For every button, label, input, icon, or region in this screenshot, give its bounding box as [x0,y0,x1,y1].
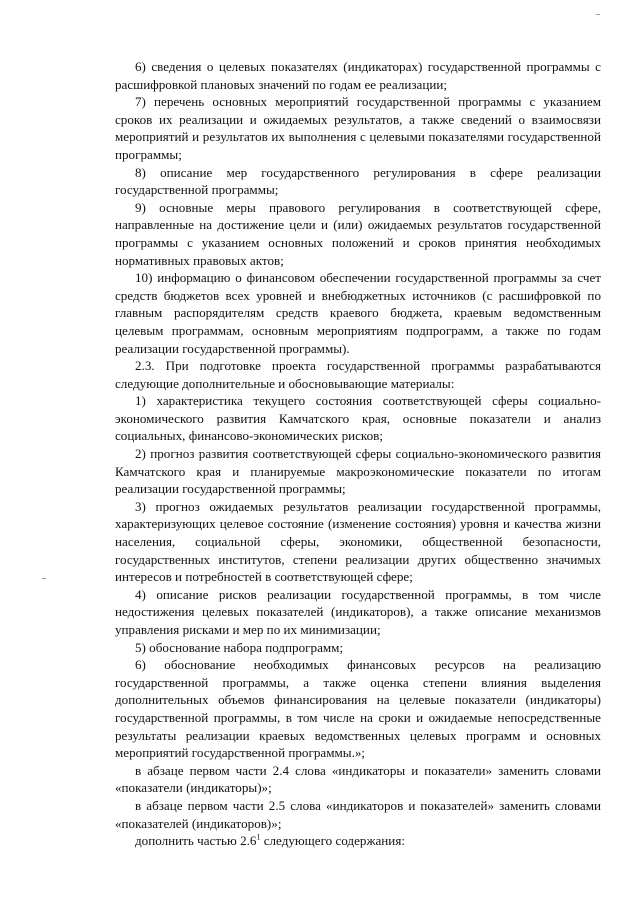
paragraph: 3) прогноз ожидаемых результатов реализации государственной программы, характеризующих целевое состояние (изменение состояния) уровня и качества жизни населения, социальной сферы, экономики, общественной безопасности, государственных институтов, степени реализации других общественно значимых интересов и потребностей в соответствующей сфере; [115,498,601,585]
scan-mark [42,578,46,579]
final-paragraph-suffix: следующего содержания: [260,833,405,849]
document-body [115,58,601,850]
paragraph: 9) основные меры правового регулирования в соответствующей сфере, направленные на достижение цели и (или) ожидаемых результатов государственной программы с указанием основных положений и сроков принятия необходимых нормативных правовых актов; [115,199,601,268]
superscript: 1 [256,832,261,842]
paragraph: 1) характеристика текущего состояния соответствующей сферы социально-экономического развития Камчатского края, основные показатели и анализ социальных, финансово-экономических рисков; [115,393,601,444]
paragraph: 8) описание мер государственного регулирования в сфере реализации государственной программы; [115,164,601,198]
paragraph: 6) обоснование необходимых финансовых ресурсов на реализацию государственной программы, а также оценка степени влияния выделения дополнительных объемов финансирования на целевые показатели (индикаторы) государственной программы, в том числе на сроки и ожидаемые непосредственные результаты реализации краевых ведомственных целевых программ и основных мероприятий государственной программы.»; [115,657,601,761]
scan-mark [596,14,600,15]
paragraph: в абзаце первом части 2.5 слова «индикаторов и показателей» заменить словами «показателей (индикаторов)»; [115,797,601,831]
paragraph: 7) перечень основных мероприятий государственной программы с указанием сроков их реализации и ожидаемых результатов, а также сведений о взаимосвязи мероприятий и результатов их выполнения с целевыми показателями государственной программы; [115,94,601,162]
paragraph: 4) описание рисков реализации государственной программы, в том числе недостижения целевых показателей (индикаторов), а также описание механизмов управления рисками и мер по их минимизации; [115,586,601,637]
final-paragraph [115,832,601,850]
paragraph: 10) информацию о финансовом обеспечении государственной программы за счет средств бюджетов всех уровней и внебюджетных источников (с расшифровкой по главным распорядителям средств краевого бюджета, краевым ведомственным целевым программам, основным мероприятиям подпрограмм, а также по годам реализации государственной программы). [115,270,601,356]
final-paragraph-text: дополнить частью 2.6 [135,833,257,849]
section-heading-paragraph: 2.3. При подготовке проекта государственной программы разрабатываются следующие дополнительные и обосновывающие материалы: [115,358,601,391]
paragraph: 6) сведения о целевых показателях (индикаторах) государственной программы с расшифровкой плановых значений по годам ее реализации; [115,59,601,92]
paragraph: 2) прогноз развития соответствующей сферы социально-экономического развития Камчатского края и планируемые макроэкономические показатели по итогам реализации государственной программы; [115,446,601,497]
paragraph: 5) обоснование набора подпрограмм; [135,639,344,655]
paragraph: в абзаце первом части 2.4 слова «индикаторы и показатели» заменить словами «показатели (индикаторы)»; [115,762,601,796]
